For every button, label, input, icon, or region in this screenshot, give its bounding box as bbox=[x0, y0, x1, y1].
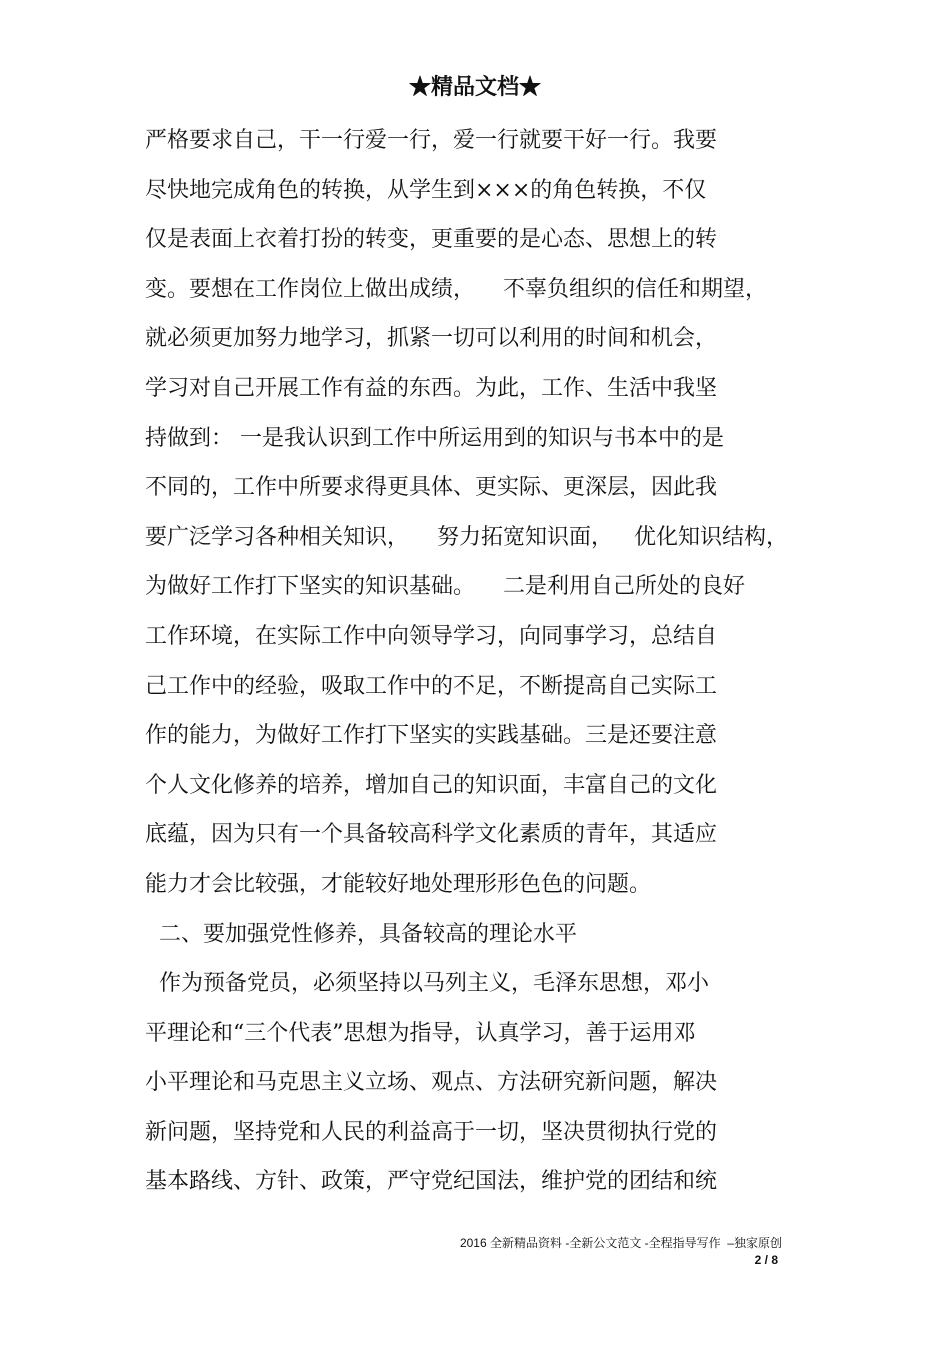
body-line: 基本路线、方针、政策，严守党纪国法，维护党的团结和统 bbox=[145, 1169, 718, 1195]
footer-text: 2016 全新精品资料 -全新公文范文 -全程指导写作 –独家原创 bbox=[459, 1236, 782, 1250]
body-line: 就必须更加努力地学习，抓紧一切可以利用的时间和机会， bbox=[145, 326, 718, 352]
body-line: 小平理论和马克思主义立场、观点、方法研究新问题，解决 bbox=[145, 1070, 718, 1096]
body-line: 底蕴，因为只有一个具备较高科学文化素质的青年，其适应 bbox=[145, 822, 718, 848]
body-line: 学习对自己开展工作有益的东西。为此，工作、生活中我坚 bbox=[145, 375, 718, 401]
body-line: 工作环境，在实际工作中向领导学习，向同事学习，总结自 bbox=[145, 623, 718, 649]
document-body bbox=[145, 126, 805, 1217]
document-header-title: ★精品文档★ bbox=[408, 74, 541, 100]
body-line: 平理论和“三个代表”思想为指导，认真学习，善于运用邓 bbox=[145, 1020, 696, 1046]
body-line: 能力才会比较强，才能较好地处理形形色色的问题。 bbox=[145, 871, 652, 897]
body-line: 个人文化修养的培养，增加自己的知识面，丰富自己的文化 bbox=[145, 772, 718, 798]
body-line: 尽快地完成角色的转换，从学生到×××的角色转换，不仅 bbox=[145, 177, 707, 203]
body-line: 要广泛学习各种相关知识， 努力拓宽知识面， 优化知识结构， bbox=[145, 524, 788, 550]
body-line: 严格要求自己，干一行爱一行，爱一行就要干好一行。我要 bbox=[145, 128, 718, 153]
body-line: 仅是表面上衣着打扮的转变，更重要的是心态、思想上的转 bbox=[145, 227, 718, 253]
body-line: 为做好工作打下坚实的知识基础。 二是利用自己所处的良好 bbox=[145, 574, 745, 600]
body-line: 持做到： 一是我认识到工作中所运用到的知识与书本中的是 bbox=[145, 425, 724, 451]
body-line: 作为预备党员，必须坚持以马列主义，毛泽东思想，邓小 bbox=[145, 971, 709, 997]
body-line: 作的能力，为做好工作打下坚实的实践基础。三是还要注意 bbox=[145, 723, 718, 749]
section-heading: 二、要加强党性修养，具备较高的理论水平 bbox=[145, 921, 577, 947]
page-number: 2 / 8 bbox=[754, 1253, 778, 1267]
body-line: 新问题，坚持党和人民的利益高于一切，坚决贯彻执行党的 bbox=[145, 1119, 718, 1145]
body-line: 己工作中的经验，吸取工作中的不足，不断提高自己实际工 bbox=[145, 673, 718, 699]
body-line: 变。要想在工作岗位上做出成绩， 不辜负组织的信任和期望， bbox=[145, 276, 767, 302]
body-line: 不同的，工作中所要求得更具体、更实际、更深层，因此我 bbox=[145, 475, 718, 501]
